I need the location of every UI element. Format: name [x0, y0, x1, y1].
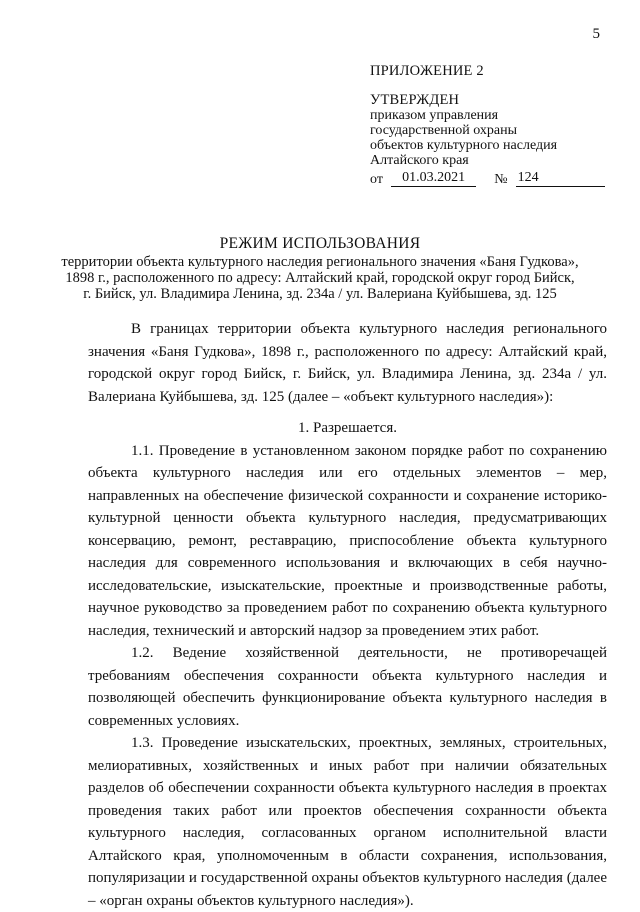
order-date-number-line	[370, 170, 605, 187]
order-date: 01.03.2021	[391, 170, 476, 187]
approved-by-line-3: объектов культурного наследия	[370, 138, 558, 153]
section-1-heading: 1. Разрешается.	[298, 420, 397, 436]
intro-paragraph: В границах территории объекта культурного наследия регионального значения «Баня Гудкова», 1898 г., расположенного по адресу: Алтайский край, городской округ город Бийск, г. Бийск, ул. Владимира Ленина, зд. 234а / ул. Валериана Куйбышева, зд. 125 (далее – «объект культурного наследия»):	[88, 321, 607, 405]
approved-by-line-2: государственной охраны	[370, 123, 518, 138]
approved-label: УТВЕРЖДЕН	[370, 92, 460, 108]
document-body	[88, 318, 607, 912]
page-number: 5	[592, 26, 600, 42]
paragraph-1-2: 1.2. Ведение хозяйственной деятельности, не противоречащей требованиям обеспечения сохранности объекта культурного наследия и позволяющей обеспечить функционирование объекта культурного наследия в современных условиях.	[88, 645, 607, 729]
paragraph-1-1: 1.1. Проведение в установленном законом порядке работ по сохранению объекта культурного наследия или его отдельных элементов – мер, направленных на обеспечение физической сохранности и сохранение историко-культурной ценности объекта культурного наследия, предусматривающих консервацию, ремонт, реставрацию, приспособление объекта культурного наследия для современного использования и включающих в себя научно-исследовательские, изыскательские, проектные и производственные работы, научное руководство за проведением работ по сохранению объекта культурного наследия, технический и авторский надзор за проведением этих работ.	[88, 442, 607, 639]
document-heading	[40, 235, 600, 302]
appendix-title: ПРИЛОЖЕНИЕ 2	[370, 63, 484, 79]
number-label: №	[494, 172, 508, 187]
approved-by-line-4: Алтайского края	[370, 153, 469, 168]
order-number: 124	[516, 170, 605, 187]
document-subtitle: территории объекта культурного наследия регионального значения «Баня Гудкова», 1898 г., расположенного по адресу: Алтайский край, городской округ город Бийск, г. Бийск, ул. Владимира Ленина, зд. 234а / ул. Валериана Куйбышева, зд. 125	[61, 254, 579, 302]
from-label: от	[370, 172, 383, 187]
approval-stamp-block	[370, 64, 605, 187]
paragraph-1-3: 1.3. Проведение изыскательских, проектных, земляных, строительных, мелиоративных, хозяйственных и иных работ при наличии обязательных разделов об обеспечении сохранности объекта культурного наследия в проектах проведения таких работ или проектов обеспечения сохранности объекта культурного наследия, согласованных органом исполнительной власти Алтайского края, уполномоченным в области сохранения, использования, популяризации и государственной охраны объектов культурного наследия (далее – «орган охраны объектов культурного наследия»).	[88, 735, 607, 909]
document-title: РЕЖИМ ИСПОЛЬЗОВАНИЯ	[219, 235, 421, 252]
approved-by-line-1: приказом управления	[370, 108, 499, 123]
